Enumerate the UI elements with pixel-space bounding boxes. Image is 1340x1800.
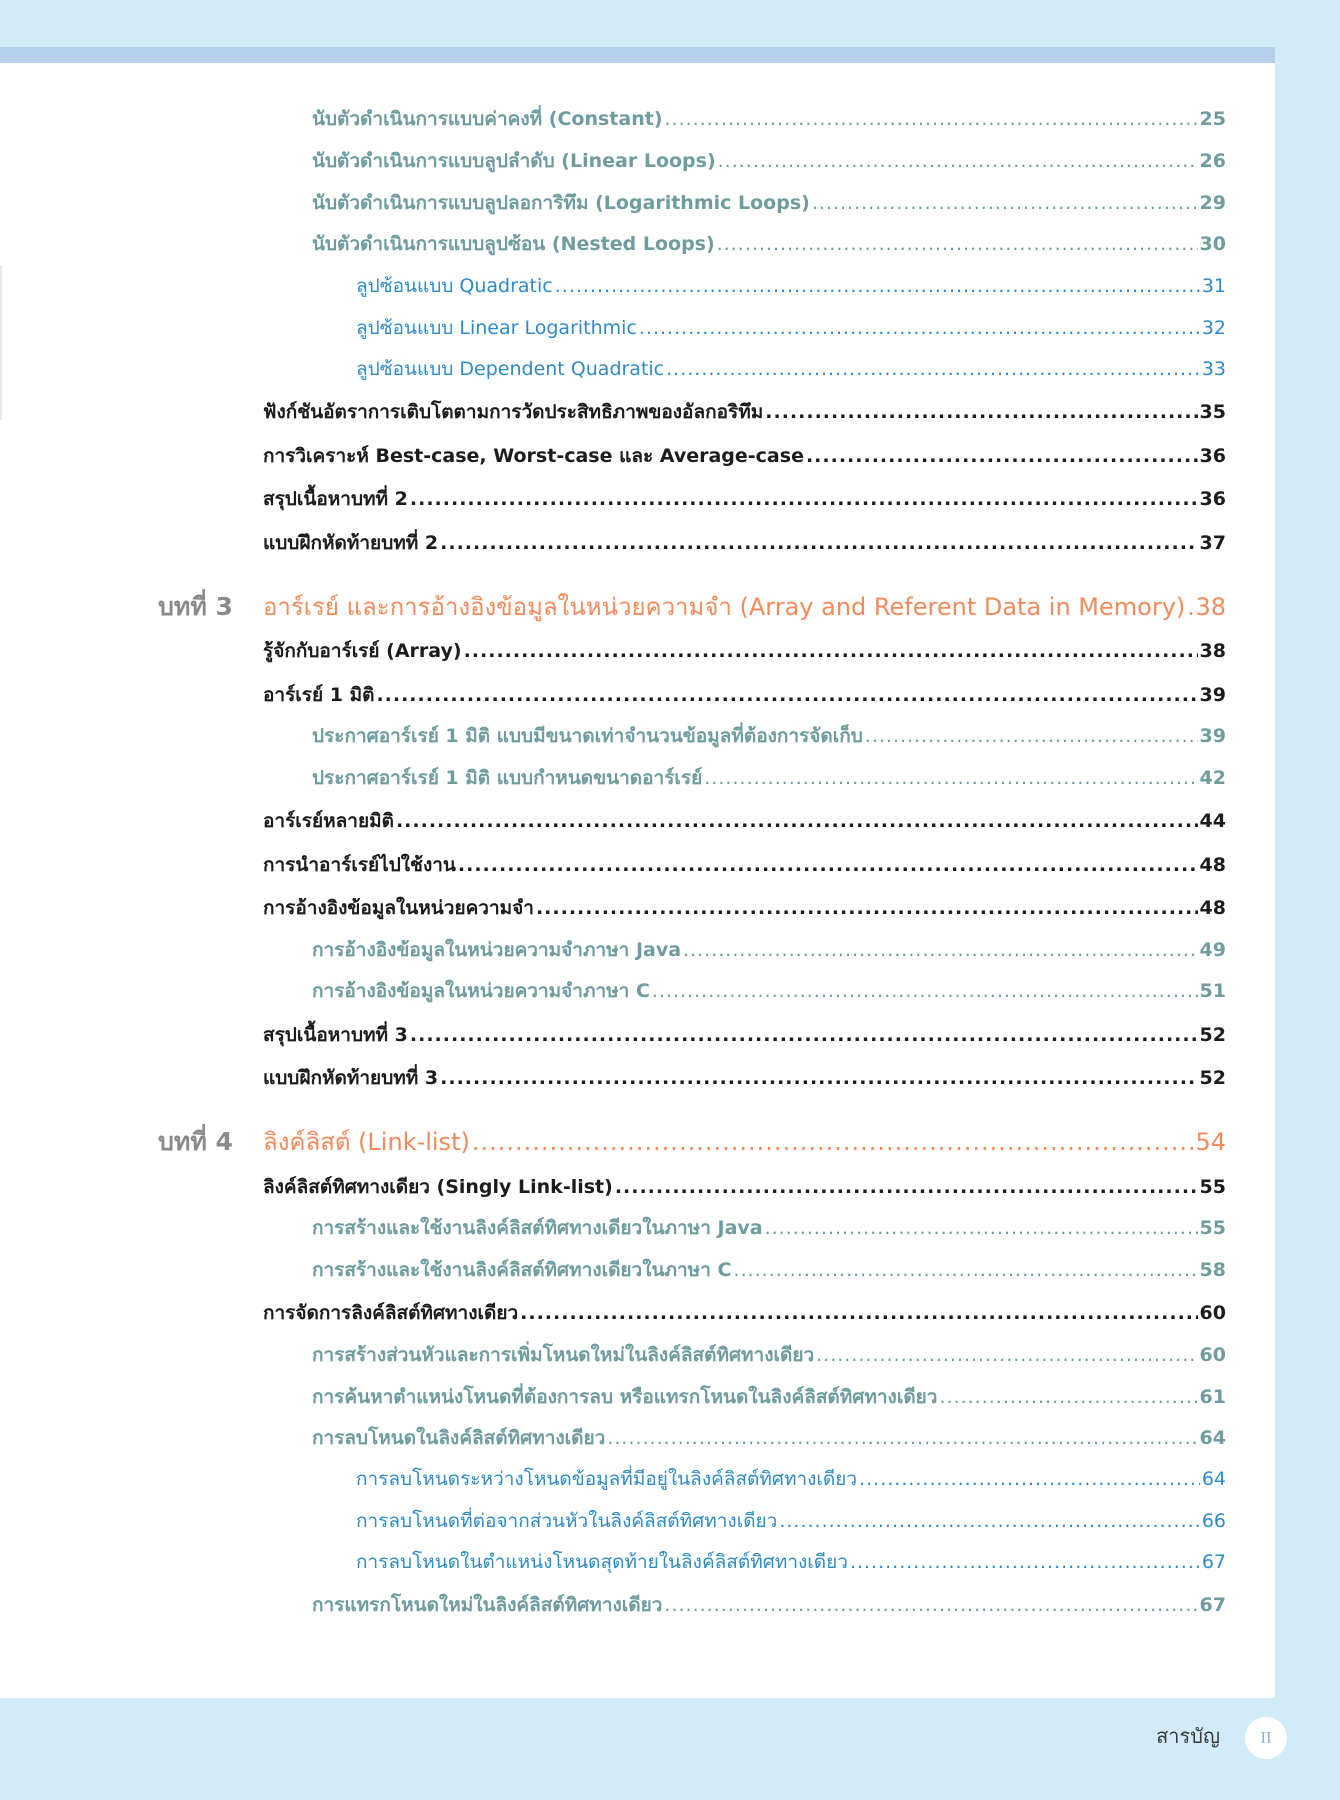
dot-leader [665,102,1198,136]
toc-entry-title: การสร้างและใช้งานลิงค์ลิสต์ทิศทางเดียวในภาษา C [312,1259,732,1281]
toc-entry-page: 32 [1201,317,1226,339]
toc-entry-page: 30 [1199,233,1226,255]
toc-entry-title: การลบโหนดในตำแหน่งโหนดสุดท้ายในลิงค์ลิสต์ทิศทางเดียว [356,1551,848,1573]
dot-leader [440,1061,1197,1095]
toc-entry[interactable] [312,186,1226,220]
dot-leader [939,1380,1197,1414]
toc-entry-title: การอ้างอิงข้อมูลในหน่วยความจำภาษา C [312,980,650,1002]
chapter-label: บทที่ 4 [158,1127,233,1156]
toc-entry[interactable] [263,395,1226,429]
toc-entry-title: แบบฝึกหัดท้ายบทที่ 2 [263,532,439,554]
dot-leader [1187,587,1193,627]
toc-entry-page: 48 [1199,897,1226,919]
toc-entry-title: นับตัวดำเนินการแบบลูปซ้อน (Nested Loops) [312,233,715,255]
dot-leader [806,439,1198,473]
toc-entry-title: การอ้างอิงข้อมูลในหน่วยความจำ [263,897,534,919]
toc-entry-page: 39 [1199,684,1226,706]
dot-leader [639,311,1200,345]
dot-leader [683,933,1198,967]
dot-leader [779,1504,1199,1538]
footer-section-title: สารบัญ [1156,1726,1220,1748]
dot-leader [859,1462,1200,1496]
toc-entry[interactable] [263,1061,1226,1095]
toc-entry-title: ฟังก์ชันอัตราการเติบโตตามการวัดประสิทธิภาพของอัลกอริทึม [263,401,764,423]
toc-entry[interactable] [356,1504,1226,1538]
dot-leader [520,1296,1197,1330]
toc-entry[interactable] [356,1462,1226,1496]
toc-entry-title: สรุปเนื้อหาบทที่ 2 [263,488,408,510]
toc-entry-title: ลิงค์ลิสต์ทิศทางเดียว (Singly Link-list) [263,1176,613,1198]
toc-entry-page: 52 [1199,1024,1226,1046]
toc-entry-page: 48 [1199,854,1226,876]
toc-entry[interactable] [312,1421,1226,1455]
toc-entry-page: 52 [1199,1067,1226,1089]
dot-leader [376,678,1197,712]
toc-entry[interactable] [263,482,1226,516]
toc-entry-page: 25 [1199,108,1226,130]
toc-entry-title: การแทรกโหนดใหม่ในลิงค์ลิสต์ทิศทางเดียว [312,1594,663,1616]
toc-entry-page: 51 [1199,980,1226,1002]
toc-entry-page: 31 [1201,275,1226,297]
toc-entry-title: ลูปซ้อนแบบ Quadratic [356,275,553,297]
toc-entry-page: 44 [1199,810,1226,832]
toc-entry-page: 55 [1199,1217,1226,1239]
chapter-label: บทที่ 3 [158,592,233,621]
toc-entry-title: นับตัวดำเนินการแบบลูปลำดับ (Linear Loops) [312,150,716,172]
toc-entry-page: 42 [1199,767,1226,789]
toc-entry-title: สรุปเนื้อหาบทที่ 3 [263,1024,408,1046]
toc-entry[interactable] [312,719,1226,753]
toc-entry[interactable] [312,933,1226,967]
toc-entry[interactable] [312,761,1226,795]
toc-entry-page: 49 [1199,939,1226,961]
toc-entry-page: 37 [1199,532,1226,554]
dot-leader [440,526,1197,560]
top-band [0,47,1275,63]
dot-leader [717,227,1198,261]
dot-leader [718,144,1198,178]
toc-entry-page: 33 [1201,358,1226,380]
toc-entry-page: 39 [1199,725,1226,747]
toc-entry-title: การลบโหนดระหว่างโหนดข้อมูลที่มีอยู่ในลิงค์ลิสต์ทิศทางเดียว [356,1468,858,1490]
toc-entry-page: 36 [1199,488,1226,510]
toc-entry[interactable] [356,311,1226,345]
dot-leader [472,1122,1194,1162]
toc-entry-title: ลูปซ้อนแบบ Linear Logarithmic [356,317,637,339]
dot-leader [536,891,1198,925]
dot-leader [816,1338,1197,1372]
toc-entry[interactable] [263,891,1226,925]
toc-entry[interactable] [263,678,1226,712]
toc-entry[interactable] [312,1380,1226,1414]
toc-entry-page: 61 [1199,1386,1226,1408]
toc-entry-page: 35 [1199,401,1226,423]
toc-entry-title: การวิเคราะห์ Best-case, Worst-case และ Average-case [263,445,804,467]
toc-entry[interactable] [263,1296,1226,1330]
dot-leader [850,1545,1200,1579]
dot-leader [666,352,1200,386]
chapter-heading[interactable] [263,1122,1226,1162]
dot-leader [615,1170,1198,1204]
dot-leader [458,848,1198,882]
toc-entry[interactable] [263,848,1226,882]
toc-entry[interactable] [312,974,1226,1008]
toc-entry-page: 60 [1199,1302,1226,1324]
toc-entry[interactable] [312,227,1226,261]
chapter-heading[interactable] [263,587,1226,627]
toc-entry-title: การอ้างอิงข้อมูลในหน่วยความจำภาษา Java [312,939,682,961]
toc-entry-page: 38 [1199,640,1226,662]
page-edge-marker [0,265,2,420]
toc-entry[interactable] [356,352,1226,386]
dot-leader [765,395,1197,429]
dot-leader [704,761,1197,795]
dot-leader [812,186,1198,220]
toc-entry-title: นับตัวดำเนินการแบบลูปลอการิทึม (Logarithmic Loops) [312,192,810,214]
toc-entry-title: การลบโหนดที่ต่อจากส่วนหัวในลิงค์ลิสต์ทิศทางเดียว [356,1510,778,1532]
dot-leader [733,1253,1197,1287]
toc-entry-title: การค้นหาตำแหน่งโหนดที่ต้องการลบ หรือแทรกโหนดในลิงค์ลิสต์ทิศทางเดียว [312,1386,938,1408]
chapter-title: อาร์เรย์ และการอ้างอิงข้อมูลในหน่วยความจำ (Array and Referent Data in Memory) [263,593,1186,621]
toc-entry-title: การสร้างและใช้งานลิงค์ลิสต์ทิศทางเดียวในภาษา Java [312,1217,763,1239]
toc-entry[interactable] [312,1253,1226,1287]
toc-entry[interactable] [263,804,1226,838]
dot-leader [664,1588,1197,1622]
toc-entry-page: 67 [1201,1551,1226,1573]
toc-entry-page: 58 [1199,1259,1226,1281]
dot-leader [555,269,1200,303]
toc-entry[interactable] [263,1170,1226,1204]
toc-entry-page: 36 [1199,445,1226,467]
toc-entry-title: การนำอาร์เรย์ไปใช้งาน [263,854,456,876]
dot-leader [765,1211,1198,1245]
toc-entry-page: 60 [1199,1344,1226,1366]
toc-entry[interactable] [312,1211,1226,1245]
toc-entry-title: ลูปซ้อนแบบ Dependent Quadratic [356,358,665,380]
toc-entry-title: การจัดการลิงค์ลิสต์ทิศทางเดียว [263,1302,519,1324]
dot-leader [410,482,1198,516]
toc-entry-title: การลบโหนดในลิงค์ลิสต์ทิศทางเดียว [312,1427,606,1449]
toc-entry-page: 66 [1201,1510,1226,1532]
dot-leader [464,634,1198,668]
toc-entry-title: ประกาศอาร์เรย์ 1 มิติ แบบกำหนดขนาดอาร์เรย์ [312,767,703,789]
toc-entry[interactable] [312,144,1226,178]
toc-entry-title: อาร์เรย์หลายมิติ [263,810,394,832]
toc-entry-title: รู้จักกับอาร์เรย์ (Array) [263,640,462,662]
dot-leader [865,719,1198,753]
toc-entry[interactable] [263,526,1226,560]
toc-entry-title: อาร์เรย์ 1 มิติ [263,684,375,706]
toc-entry-page: 55 [1199,1176,1226,1198]
toc-entry-page: 64 [1199,1427,1226,1449]
toc-entry-page: 67 [1199,1594,1226,1616]
toc-entry-title: นับตัวดำเนินการแบบค่าคงที่ (Constant) [312,108,663,130]
chapter-page: 54 [1195,1128,1226,1156]
toc-entry[interactable] [263,439,1226,473]
toc-entry-title: ประกาศอาร์เรย์ 1 มิติ แบบมีขนาดเท่าจำนวนข้อมูลที่ต้องการจัดเก็บ [312,725,863,747]
chapter-page: 38 [1195,593,1226,621]
toc-entry-page: 29 [1199,192,1226,214]
toc-entry[interactable] [356,269,1226,303]
toc-entry[interactable] [263,1018,1226,1052]
toc-entry[interactable] [312,102,1226,136]
toc-entry[interactable] [356,1545,1226,1579]
dot-leader [652,974,1198,1008]
toc-entry[interactable] [312,1588,1226,1622]
page-number-badge: II [1245,1717,1287,1759]
chapter-title: ลิงค์ลิสต์ (Link-list) [263,1128,470,1156]
dot-leader [410,1018,1198,1052]
dot-leader [607,1421,1197,1455]
toc-entry-page: 26 [1199,150,1226,172]
dot-leader [396,804,1198,838]
toc-entry[interactable] [263,634,1226,668]
toc-entry-page: 64 [1201,1468,1226,1490]
toc-entry-title: แบบฝึกหัดท้ายบทที่ 3 [263,1067,439,1089]
toc-entry-title: การสร้างส่วนหัวและการเพิ่มโหนดใหม่ในลิงค์ลิสต์ทิศทางเดียว [312,1344,815,1366]
toc-entry[interactable] [312,1338,1226,1372]
